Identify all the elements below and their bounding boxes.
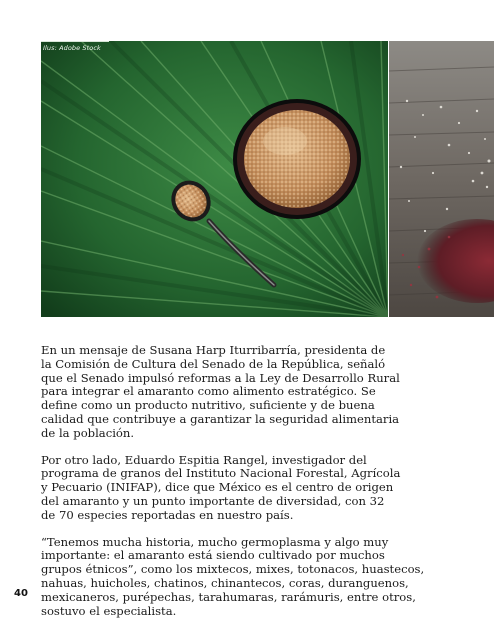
- text-line: nahuas, huicholes, chatinos, chinantecos, coras, duranguenos,: [41, 575, 409, 590]
- text-line: importante: el amaranto está siendo cultivado por muchos: [41, 548, 385, 563]
- text-line: del amaranto y un punto importante de diversidad, con 32: [41, 493, 385, 508]
- article-body: [41, 344, 461, 631]
- text-line: “Tenemos mucha historia, mucho germoplasma y algo muy: [41, 534, 389, 549]
- text-line: calidad que contribuye a garantizar la seguridad alimentaria: [41, 411, 400, 426]
- photo-credit-rule: [41, 41, 109, 42]
- page-number: 40: [14, 588, 28, 599]
- text-line: y Pecuario (INIFAP), dice que México es el centro de origen: [41, 480, 394, 495]
- photo-credit: Ilus: Adobe Stock: [43, 44, 101, 52]
- leaf-bowl-illustration: [41, 41, 388, 317]
- photo-amaranth-bowl-on-leaf: [41, 41, 388, 317]
- paragraph-3: [41, 536, 461, 619]
- text-line: que el Senado impulsó reformas a la Ley de Desarrollo Rural: [41, 370, 400, 385]
- text-line: para integrar el amaranto como alimento estratégico. Se: [41, 384, 376, 399]
- text-line: de la población.: [41, 425, 135, 440]
- text-line: En un mensaje de Susana Harp Iturribarría, presidenta de: [41, 343, 386, 357]
- photo-grains-on-wood: [389, 41, 494, 317]
- text-line: mexicaneros, purépechas, tarahumaras, rarámuris, entre otros,: [41, 589, 416, 604]
- text-line: de 70 especies reportadas en nuestro país.: [41, 507, 294, 522]
- text-line: la Comisión de Cultura del Senado de la República, señaló: [41, 356, 386, 371]
- paragraph-2: [41, 454, 461, 523]
- wood-grains-illustration: [389, 41, 494, 317]
- text-line: grupos étnicos”, como los mixtecos, mixes, totonacos, huastecos,: [41, 562, 425, 577]
- text-line: programa de granos del Instituto Nacional Forestal, Agrícola: [41, 466, 401, 481]
- text-line: sostuvo el especialista.: [41, 603, 177, 618]
- text-line: define como un producto nutritivo, suficiente y de buena: [41, 398, 375, 413]
- paragraph-1: [41, 344, 461, 441]
- text-line: Por otro lado, Eduardo Espitia Rangel, investigador del: [41, 452, 367, 467]
